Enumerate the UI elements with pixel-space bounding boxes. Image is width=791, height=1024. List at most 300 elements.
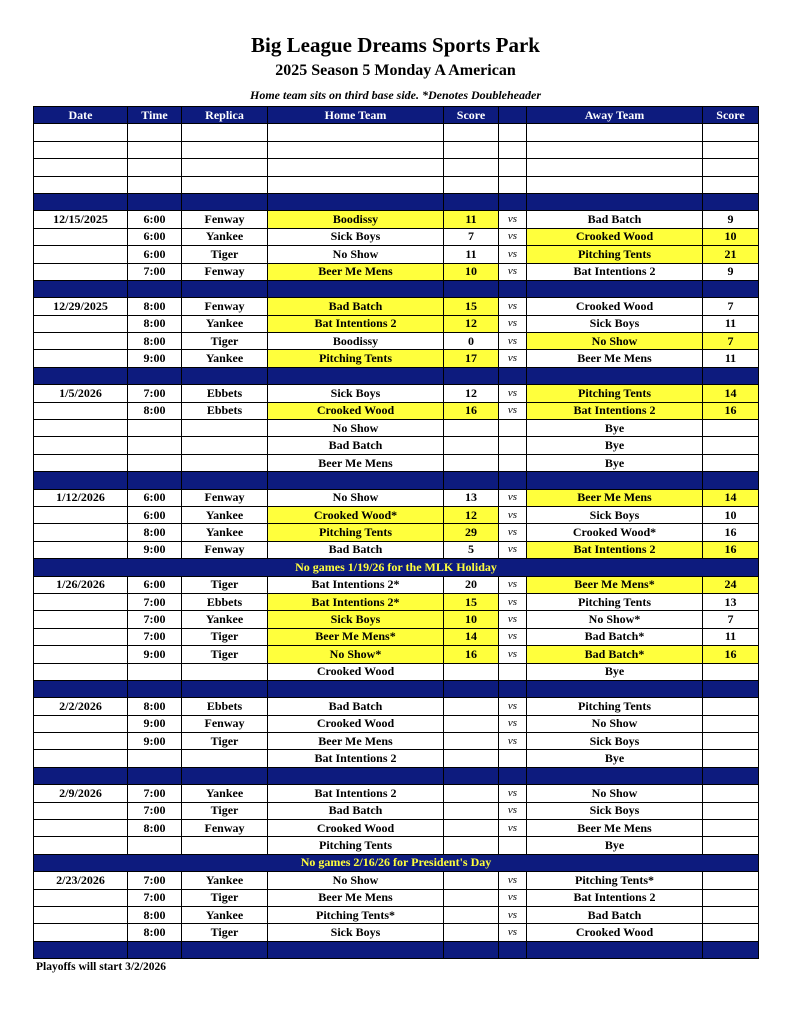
table-cell	[444, 159, 499, 176]
home-score-cell: 10	[444, 263, 499, 280]
replica-cell	[182, 454, 268, 471]
replica-cell: Tiger	[182, 576, 268, 593]
away-score-cell: 14	[703, 385, 759, 402]
table-cell	[527, 472, 703, 489]
game-row	[34, 385, 759, 402]
date-cell: 12/15/2025	[34, 211, 128, 228]
blank-row	[34, 124, 759, 141]
replica-cell: Yankee	[182, 506, 268, 523]
date-cell	[34, 611, 128, 628]
separator-row	[34, 193, 759, 210]
away-team-cell: Bye	[527, 420, 703, 437]
away-team-cell: Bat Intentions 2	[527, 889, 703, 906]
table-cell	[527, 767, 703, 784]
home-team-cell: Crooked Wood	[268, 715, 444, 732]
away-team-cell: Bad Batch	[527, 906, 703, 923]
home-score-cell: 12	[444, 315, 499, 332]
home-score-cell: 13	[444, 489, 499, 506]
replica-cell	[182, 837, 268, 854]
time-cell: 6:00	[128, 211, 182, 228]
game-row	[34, 541, 759, 558]
home-team-cell: No Show	[268, 420, 444, 437]
replica-cell: Fenway	[182, 715, 268, 732]
col-header-home-team: Home Team	[268, 107, 444, 124]
game-row	[34, 646, 759, 663]
replica-cell: Ebbets	[182, 402, 268, 419]
away-team-cell: Sick Boys	[527, 506, 703, 523]
table-cell	[34, 941, 128, 958]
table-cell	[128, 159, 182, 176]
blank-row	[34, 176, 759, 193]
date-cell	[34, 628, 128, 645]
schedule-table	[33, 106, 759, 959]
holiday-note: No games 1/19/26 for the MLK Holiday	[34, 559, 759, 576]
home-score-cell	[444, 750, 499, 767]
away-score-cell	[703, 889, 759, 906]
away-team-cell: Beer Me Mens*	[527, 576, 703, 593]
vs-cell: vs	[499, 820, 527, 837]
table-cell	[527, 367, 703, 384]
table-cell	[128, 767, 182, 784]
holiday-note-row	[34, 559, 759, 576]
home-score-cell: 20	[444, 576, 499, 593]
time-cell: 7:00	[128, 802, 182, 819]
date-cell	[34, 820, 128, 837]
away-score-cell	[703, 924, 759, 941]
game-row	[34, 402, 759, 419]
table-cell	[444, 680, 499, 697]
date-cell	[34, 333, 128, 350]
table-cell	[703, 472, 759, 489]
table-cell	[703, 280, 759, 297]
home-score-cell: 5	[444, 541, 499, 558]
away-score-cell	[703, 437, 759, 454]
time-cell: 7:00	[128, 263, 182, 280]
game-row	[34, 593, 759, 610]
game-row	[34, 298, 759, 315]
time-cell: 9:00	[128, 715, 182, 732]
vs-cell: vs	[499, 593, 527, 610]
table-cell	[703, 176, 759, 193]
table-cell	[182, 680, 268, 697]
home-score-cell: 14	[444, 628, 499, 645]
home-score-cell	[444, 785, 499, 802]
away-score-cell: 16	[703, 646, 759, 663]
away-score-cell	[703, 698, 759, 715]
date-cell	[34, 715, 128, 732]
away-team-cell: Bye	[527, 437, 703, 454]
time-cell: 8:00	[128, 906, 182, 923]
vs-cell: vs	[499, 698, 527, 715]
away-team-cell: Crooked Wood	[527, 228, 703, 245]
home-score-cell	[444, 837, 499, 854]
blank-row	[34, 159, 759, 176]
away-team-cell: Bad Batch	[527, 211, 703, 228]
time-cell: 8:00	[128, 698, 182, 715]
replica-cell	[182, 437, 268, 454]
table-cell	[444, 280, 499, 297]
home-team-cell: Pitching Tents	[268, 837, 444, 854]
replica-cell: Fenway	[182, 541, 268, 558]
table-cell	[128, 472, 182, 489]
vs-cell	[499, 420, 527, 437]
header-note: Home team sits on third base side. *Denotes Doubleheader	[250, 88, 541, 102]
table-cell	[527, 141, 703, 158]
vs-cell	[499, 437, 527, 454]
game-row	[34, 785, 759, 802]
time-cell: 8:00	[128, 924, 182, 941]
replica-cell	[182, 663, 268, 680]
time-cell: 9:00	[128, 350, 182, 367]
table-cell	[128, 367, 182, 384]
game-row	[34, 333, 759, 350]
table-cell	[182, 472, 268, 489]
replica-cell: Yankee	[182, 228, 268, 245]
table-cell	[128, 941, 182, 958]
away-score-cell	[703, 663, 759, 680]
date-cell	[34, 437, 128, 454]
vs-cell: vs	[499, 263, 527, 280]
away-team-cell: No Show	[527, 715, 703, 732]
away-team-cell: Beer Me Mens	[527, 820, 703, 837]
table-cell	[499, 367, 527, 384]
home-score-cell	[444, 889, 499, 906]
game-row	[34, 872, 759, 889]
away-team-cell: Bad Batch*	[527, 628, 703, 645]
vs-cell: vs	[499, 715, 527, 732]
table-cell	[444, 193, 499, 210]
home-team-cell: Bad Batch	[268, 698, 444, 715]
table-cell	[444, 367, 499, 384]
table-cell	[703, 941, 759, 958]
table-cell	[34, 159, 128, 176]
table-cell	[268, 193, 444, 210]
vs-cell: vs	[499, 246, 527, 263]
table-cell	[527, 159, 703, 176]
away-team-cell: Bye	[527, 750, 703, 767]
date-cell	[34, 246, 128, 263]
time-cell	[128, 437, 182, 454]
away-score-cell	[703, 837, 759, 854]
table-cell	[182, 280, 268, 297]
home-score-cell: 29	[444, 524, 499, 541]
table-cell	[527, 176, 703, 193]
vs-cell: vs	[499, 228, 527, 245]
time-cell: 8:00	[128, 820, 182, 837]
replica-cell: Yankee	[182, 872, 268, 889]
away-score-cell	[703, 420, 759, 437]
time-cell: 8:00	[128, 315, 182, 332]
replica-cell: Yankee	[182, 524, 268, 541]
holiday-note: No games 2/16/26 for President's Day	[34, 854, 759, 871]
vs-cell: vs	[499, 872, 527, 889]
table-cell	[703, 767, 759, 784]
replica-cell: Tiger	[182, 628, 268, 645]
game-row	[34, 628, 759, 645]
table-cell	[182, 767, 268, 784]
vs-cell	[499, 663, 527, 680]
page-title: Big League Dreams Sports Park	[251, 33, 540, 57]
away-team-cell: Pitching Tents	[527, 246, 703, 263]
table-cell	[444, 124, 499, 141]
home-team-cell: Bad Batch	[268, 437, 444, 454]
vs-cell: vs	[499, 315, 527, 332]
table-cell	[444, 472, 499, 489]
table-cell	[182, 367, 268, 384]
separator-row	[34, 472, 759, 489]
table-cell	[703, 367, 759, 384]
home-team-cell: Beer Me Mens	[268, 733, 444, 750]
away-score-cell	[703, 750, 759, 767]
date-cell	[34, 350, 128, 367]
table-cell	[527, 941, 703, 958]
time-cell: 9:00	[128, 541, 182, 558]
table-cell	[527, 280, 703, 297]
home-team-cell: Bad Batch	[268, 802, 444, 819]
table-cell	[34, 141, 128, 158]
table-cell	[268, 124, 444, 141]
date-cell	[34, 263, 128, 280]
home-score-cell	[444, 698, 499, 715]
vs-cell: vs	[499, 576, 527, 593]
replica-cell: Ebbets	[182, 698, 268, 715]
game-row	[34, 454, 759, 471]
game-row	[34, 906, 759, 923]
page-subtitle: 2025 Season 5 Monday A American	[275, 62, 516, 79]
table-cell	[182, 941, 268, 958]
home-team-cell: Bat Intentions 2	[268, 750, 444, 767]
vs-cell: vs	[499, 628, 527, 645]
table-cell	[444, 141, 499, 158]
home-team-cell: Boodissy	[268, 211, 444, 228]
home-team-cell: Boodissy	[268, 333, 444, 350]
table-cell	[182, 176, 268, 193]
table-cell	[527, 193, 703, 210]
away-score-cell: 16	[703, 402, 759, 419]
home-team-cell: Crooked Wood	[268, 820, 444, 837]
replica-cell	[182, 420, 268, 437]
away-score-cell: 11	[703, 350, 759, 367]
schedule-body	[34, 124, 759, 959]
vs-cell: vs	[499, 889, 527, 906]
vs-cell: vs	[499, 646, 527, 663]
home-score-cell	[444, 872, 499, 889]
table-cell	[703, 193, 759, 210]
home-team-cell: No Show	[268, 246, 444, 263]
home-team-cell: Sick Boys	[268, 611, 444, 628]
time-cell	[128, 663, 182, 680]
home-score-cell: 11	[444, 246, 499, 263]
date-cell	[34, 402, 128, 419]
date-cell: 1/5/2026	[34, 385, 128, 402]
home-score-cell	[444, 420, 499, 437]
date-cell	[34, 906, 128, 923]
away-score-cell	[703, 733, 759, 750]
home-team-cell: Pitching Tents*	[268, 906, 444, 923]
home-score-cell	[444, 715, 499, 732]
home-team-cell: Crooked Wood	[268, 402, 444, 419]
table-cell	[527, 680, 703, 697]
date-cell	[34, 802, 128, 819]
table-cell	[527, 124, 703, 141]
game-row	[34, 924, 759, 941]
home-score-cell: 7	[444, 228, 499, 245]
away-team-cell: Sick Boys	[527, 802, 703, 819]
time-cell: 7:00	[128, 611, 182, 628]
table-cell	[268, 367, 444, 384]
table-cell	[268, 680, 444, 697]
date-cell: 2/23/2026	[34, 872, 128, 889]
game-row	[34, 698, 759, 715]
home-team-cell: Sick Boys	[268, 228, 444, 245]
col-header-replica: Replica	[182, 107, 268, 124]
table-cell	[34, 472, 128, 489]
away-score-cell: 13	[703, 593, 759, 610]
replica-cell: Yankee	[182, 906, 268, 923]
game-row	[34, 489, 759, 506]
away-score-cell	[703, 872, 759, 889]
replica-cell: Fenway	[182, 211, 268, 228]
vs-cell: vs	[499, 385, 527, 402]
date-cell	[34, 889, 128, 906]
home-team-cell: Beer Me Mens*	[268, 628, 444, 645]
blank-row	[34, 141, 759, 158]
table-cell	[499, 176, 527, 193]
table-cell	[703, 124, 759, 141]
away-team-cell: Pitching Tents	[527, 385, 703, 402]
time-cell	[128, 454, 182, 471]
away-team-cell: Pitching Tents	[527, 593, 703, 610]
home-team-cell: Bat Intentions 2*	[268, 576, 444, 593]
away-team-cell: Sick Boys	[527, 733, 703, 750]
away-score-cell: 7	[703, 611, 759, 628]
home-team-cell: Beer Me Mens	[268, 889, 444, 906]
home-team-cell: Bad Batch	[268, 541, 444, 558]
away-team-cell: Beer Me Mens	[527, 350, 703, 367]
table-cell	[268, 141, 444, 158]
table-cell	[34, 124, 128, 141]
holiday-note-row	[34, 854, 759, 871]
away-score-cell: 10	[703, 506, 759, 523]
table-cell	[444, 767, 499, 784]
vs-cell: vs	[499, 733, 527, 750]
home-score-cell: 15	[444, 298, 499, 315]
away-score-cell: 7	[703, 298, 759, 315]
away-team-cell: No Show	[527, 785, 703, 802]
game-row	[34, 750, 759, 767]
date-cell	[34, 733, 128, 750]
replica-cell: Fenway	[182, 263, 268, 280]
replica-cell: Tiger	[182, 889, 268, 906]
replica-cell: Tiger	[182, 246, 268, 263]
home-score-cell	[444, 663, 499, 680]
table-cell	[128, 193, 182, 210]
home-score-cell	[444, 820, 499, 837]
table-cell	[34, 367, 128, 384]
game-row	[34, 820, 759, 837]
vs-cell: vs	[499, 402, 527, 419]
date-cell	[34, 837, 128, 854]
home-team-cell: No Show	[268, 489, 444, 506]
home-team-cell: Sick Boys	[268, 924, 444, 941]
away-team-cell: Sick Boys	[527, 315, 703, 332]
home-score-cell: 0	[444, 333, 499, 350]
away-score-cell: 11	[703, 628, 759, 645]
replica-cell: Tiger	[182, 646, 268, 663]
table-cell	[703, 680, 759, 697]
away-team-cell: Bat Intentions 2	[527, 263, 703, 280]
vs-cell	[499, 837, 527, 854]
away-team-cell: Bad Batch*	[527, 646, 703, 663]
table-cell	[268, 472, 444, 489]
time-cell: 8:00	[128, 524, 182, 541]
home-score-cell: 17	[444, 350, 499, 367]
table-cell	[128, 141, 182, 158]
vs-cell: vs	[499, 350, 527, 367]
away-team-cell: Bye	[527, 837, 703, 854]
home-team-cell: No Show	[268, 872, 444, 889]
game-row	[34, 211, 759, 228]
game-row	[34, 837, 759, 854]
replica-cell: Fenway	[182, 820, 268, 837]
table-cell	[34, 176, 128, 193]
table-cell	[268, 176, 444, 193]
table-cell	[268, 159, 444, 176]
separator-row	[34, 767, 759, 784]
home-score-cell	[444, 924, 499, 941]
away-team-cell: Crooked Wood	[527, 298, 703, 315]
game-row	[34, 437, 759, 454]
replica-cell: Yankee	[182, 350, 268, 367]
time-cell: 6:00	[128, 506, 182, 523]
vs-cell: vs	[499, 785, 527, 802]
col-header-date: Date	[34, 107, 128, 124]
time-cell: 7:00	[128, 785, 182, 802]
time-cell	[128, 420, 182, 437]
date-cell	[34, 750, 128, 767]
time-cell: 7:00	[128, 872, 182, 889]
date-cell: 1/26/2026	[34, 576, 128, 593]
date-cell	[34, 646, 128, 663]
time-cell: 7:00	[128, 385, 182, 402]
away-score-cell: 16	[703, 541, 759, 558]
date-cell	[34, 924, 128, 941]
away-team-cell: Pitching Tents	[527, 698, 703, 715]
table-cell	[499, 941, 527, 958]
footer-note: Playoffs will start 3/2/2026	[36, 961, 166, 973]
home-score-cell: 11	[444, 211, 499, 228]
home-team-cell: Crooked Wood	[268, 663, 444, 680]
time-cell: 7:00	[128, 593, 182, 610]
table-cell	[499, 159, 527, 176]
date-cell: 2/2/2026	[34, 698, 128, 715]
home-score-cell: 10	[444, 611, 499, 628]
time-cell: 7:00	[128, 628, 182, 645]
date-cell	[34, 663, 128, 680]
away-team-cell: Pitching Tents*	[527, 872, 703, 889]
game-row	[34, 663, 759, 680]
table-cell	[128, 680, 182, 697]
game-row	[34, 350, 759, 367]
away-team-cell: No Show*	[527, 611, 703, 628]
table-cell	[182, 159, 268, 176]
table-cell	[34, 680, 128, 697]
home-team-cell: Crooked Wood*	[268, 506, 444, 523]
replica-cell: Ebbets	[182, 593, 268, 610]
replica-cell: Fenway	[182, 489, 268, 506]
date-cell	[34, 541, 128, 558]
time-cell	[128, 837, 182, 854]
